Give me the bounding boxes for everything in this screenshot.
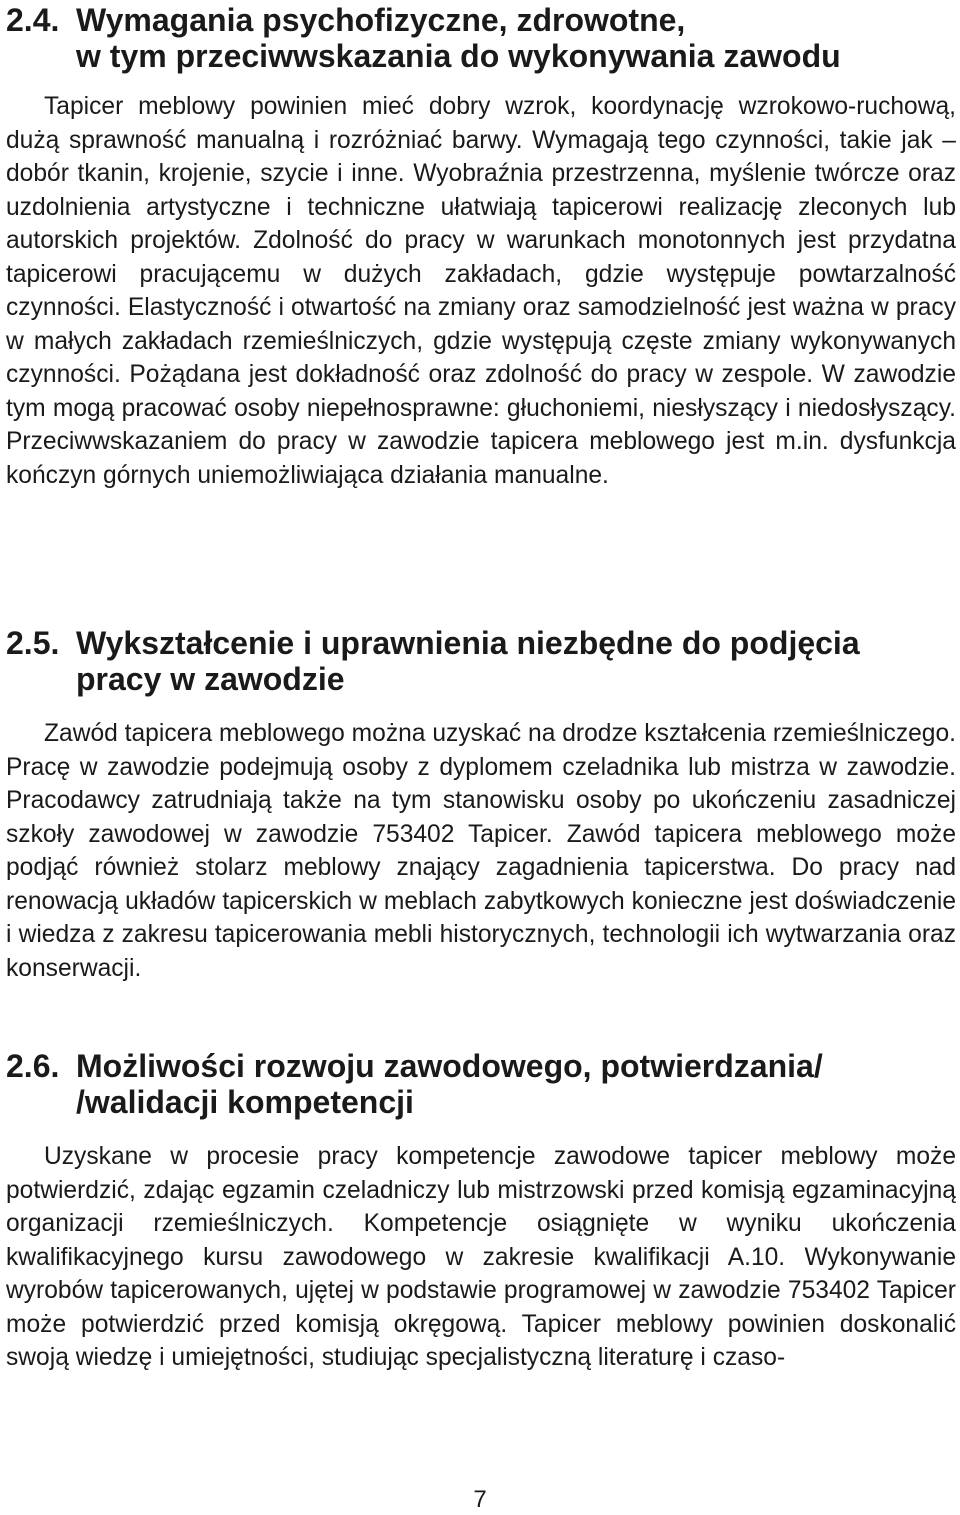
section-title-line: w tym przeciwwskazania do wykonywania zawodu	[76, 38, 841, 74]
section-heading	[6, 2, 956, 74]
section-paragraph: Zawód tapicera meblowego można uzyskać na drodze kształcenia rzemieślniczego. Pracę w zawodzie podejmują osoby z dyplomem czeladnika lub mistrza w zawodzie. Pracodawcy zatrudniają także na tym stanowisku osoby po ukończeniu zasadniczej szkoły zawodowej w zawodzie 753402 Tapicer. Zawód tapicera meblowego może podjąć również stolarz meblowy znający zagadnienia tapicerstwa. Do pracy nad renowacją układów tapicerskich w meblach zabytkowych konieczne jest doświadczenie i wiedza z zakresu tapicerowania mebli historycznych, technologii ich wytwarzania oraz konserwacji.	[6, 720, 956, 982]
section-title-line: Wykształcenie i uprawnienia niezbędne do podjęcia	[76, 625, 860, 661]
section-heading	[6, 625, 956, 697]
section-number: 2.4.	[6, 2, 60, 38]
section-paragraph: Tapicer meblowy powinien mieć dobry wzrok, koordynację wzrokowo-ruchową, dużą sprawność manualną i rozróżniać barwy. Wymagają tego czynności, takie jak – dobór tkanin, krojenie, szycie i inne. Wyobraźnia przestrzenna, myślenie twórcze oraz uzdolnienia artystyczne i techniczne ułatwiają tapicerowi realizację zleconych lub autorskich projektów. Zdolność do pracy w warunkach monotonnych jest przydatna tapicerowi pracującemu w dużych zakładach, gdzie występuje powtarzalność czynności. Elastyczność i otwartość na zmiany oraz samodzielność jest ważna w pracy w małych zakładach rzemieślniczych, gdzie występują częste zmiany wykonywanych czynności. Pożądana jest dokładność oraz zdolność do pracy w zespole. W zawodzie tym mogą pracować osoby niepełnosprawne: głuchoniemi, niesłyszący i niedosłyszący. Przeciwwskazaniem do pracy w zawodzie tapicera meblowego jest m.in. dysfunkcja kończyn górnych uniemożliwiająca działania manualne.	[6, 93, 956, 489]
section-title-line: pracy w zawodzie	[76, 661, 345, 697]
section-2-5	[6, 625, 956, 985]
section-paragraph: Uzyskane w procesie pracy kompetencje zawodowe tapicer meblowy może potwierdzić, zdając egzamin czeladniczy lub mistrzowski przed komisją egzaminacyjną organizacji rzemieślniczych. Kompetencje osiągnięte w wyniku ukończenia kwalifikacyjnego kursu zawodowego w zakresie kwalifikacji A.10. Wykonywanie wyrobów tapicerowanych, ujętej w podstawie programowej w zawodzie 753402 Tapicer może potwierdzić przed komisją okręgową. Tapicer meblowy powinien doskonalić swoją wiedzę i umiejętności, studiując specjalistyczną literaturę i czaso-	[6, 1143, 956, 1371]
section-2-4	[6, 2, 956, 492]
section-title-line: /walidacji kompetencji	[76, 1084, 414, 1120]
section-heading	[6, 1048, 956, 1120]
section-number: 2.6.	[6, 1048, 60, 1084]
section-number: 2.5.	[6, 625, 60, 661]
section-title-line: Wymagania psychofizyczne, zdrowotne,	[76, 2, 686, 38]
section-2-6	[6, 1048, 956, 1375]
page-number: 7	[473, 1486, 487, 1513]
section-title-line: Możliwości rozwoju zawodowego, potwierdzania/	[76, 1048, 823, 1084]
